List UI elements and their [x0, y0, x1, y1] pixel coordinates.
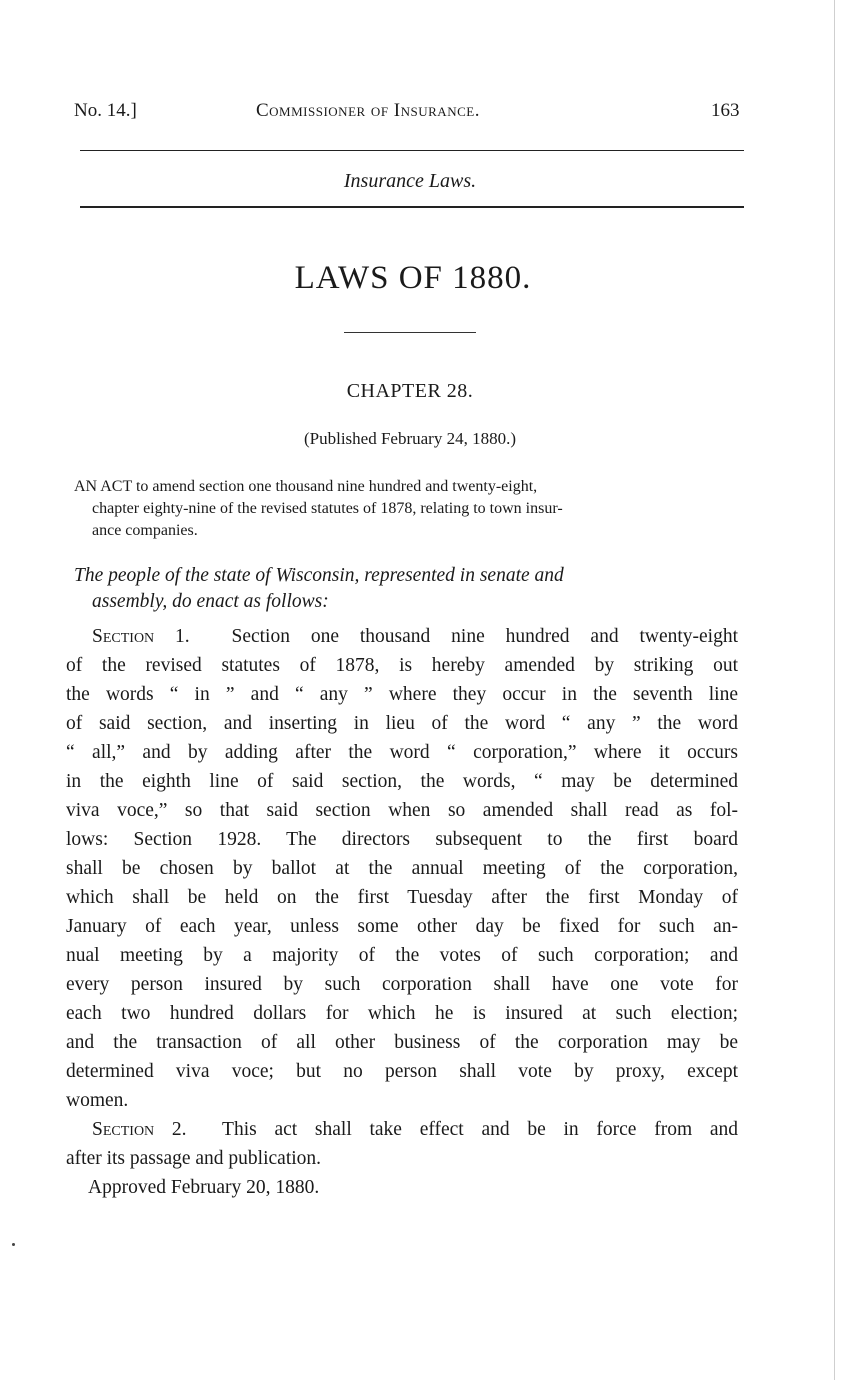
body-line: of said section, and inserting in lieu of the word “ any ” the word [66, 713, 738, 734]
publication-date: (Published February 24, 1880.) [303, 429, 516, 448]
body-line: January of each year, unless some other day be fixed for such an- [66, 916, 738, 937]
body-line: shall be chosen by ballot at the annual meeting of the corporation, [66, 858, 738, 879]
act-line: chapter eighty-nine of the revised statutes of 1878, relating to town insur- [92, 500, 563, 517]
body-line: and the transaction of all other business of the corporation may be [66, 1032, 738, 1053]
body-line: each two hundred dollars for which he is insured at such election; [66, 1003, 738, 1024]
statute-body [66, 622, 738, 1202]
body-line: in the eighth line of said section, the words, “ may be determined [66, 771, 738, 792]
header-running-title: Commissioner of Insurance. [256, 100, 480, 121]
body-line: the words “ in ” and “ any ” where they occur in the seventh line [66, 684, 738, 705]
act-description [74, 476, 744, 542]
title-divider [344, 332, 476, 333]
act-line: AN ACT to amend section one thousand nine hundred and twenty-eight, [74, 478, 538, 495]
section2-label: Section 2. [92, 1119, 187, 1140]
page-edge-line [834, 0, 835, 1380]
print-speck [12, 1243, 15, 1246]
body-line: every person insured by such corporation shall have one vote for [66, 974, 738, 995]
section1-first-line [66, 622, 738, 651]
subheading: Insurance Laws. [343, 170, 477, 192]
page-number: 163 [711, 100, 740, 121]
approval-date: Approved February 20, 1880. [88, 1177, 320, 1198]
header-rule-bottom [80, 206, 744, 208]
header-rule-top [80, 150, 744, 151]
section2-first-line [66, 1115, 738, 1144]
enacting-line: The people of the state of Wisconsin, represented in senate and [74, 565, 564, 586]
body-line: determined viva voce; but no person shall vote by proxy, except [66, 1061, 738, 1082]
body-line: This act shall take effect and be in force from and [222, 1119, 739, 1140]
header-document-number: No. 14.] [74, 100, 137, 121]
body-line: viva voce,” so that said section when so amended shall read as fol- [66, 800, 738, 821]
act-line: ance companies. [92, 522, 198, 539]
body-line: of the revised statutes of 1878, is hereby amended by striking out [66, 655, 738, 676]
body-line: which shall be held on the first Tuesday after the first Monday of [66, 887, 738, 908]
body-line: “ all,” and by adding after the word “ corporation,” where it occurs [66, 742, 738, 763]
enacting-clause [74, 563, 744, 615]
page-title: LAWS OF 1880. [294, 260, 532, 296]
body-line: lows: Section 1928. The directors subsequent to the first board [66, 829, 738, 850]
section1-label: Section 1. [92, 626, 190, 647]
body-line: women. [66, 1090, 129, 1111]
enacting-line: assembly, do enact as follows: [92, 591, 329, 612]
body-line: Section one thousand nine hundred and twenty-eight [231, 626, 739, 647]
body-line: nual meeting by a majority of the votes of such corporation; and [66, 945, 738, 966]
chapter-heading: CHAPTER 28. [346, 380, 474, 402]
body-line: after its passage and publication. [66, 1148, 322, 1169]
